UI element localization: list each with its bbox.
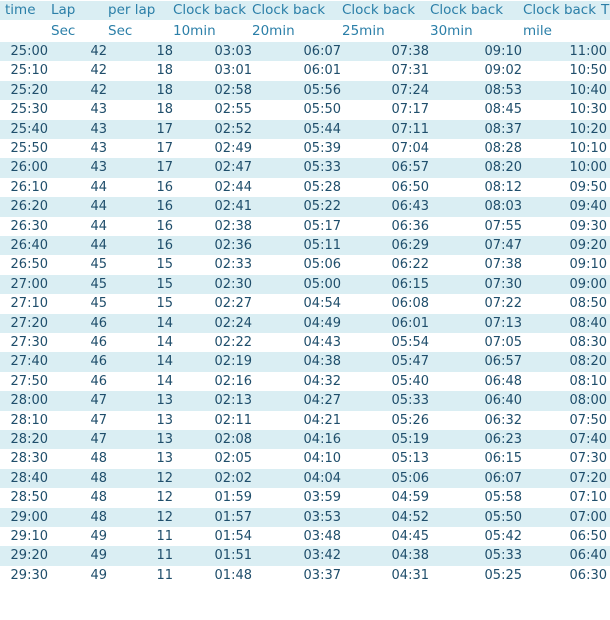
lap-sec-cell: 47 — [90, 432, 107, 447]
clock-back-25min-cell: 04:52 — [391, 509, 429, 525]
time-cell: 28:20 — [10, 432, 48, 447]
clock-back-20min-cell: 04:27 — [303, 393, 341, 409]
table-row — [0, 391, 610, 410]
time-cell: 27:50 — [10, 373, 48, 389]
lap-sec-cell: 48 — [90, 509, 107, 525]
lap-sec-cell: 46 — [90, 373, 107, 389]
clock-back-30min-cell: 07:55 — [484, 218, 522, 234]
lap-sec-cell: 48 — [90, 451, 107, 467]
clock-back-20min-cell: 05:00 — [303, 276, 341, 292]
table-row — [0, 508, 610, 527]
table-row — [0, 333, 610, 352]
lap-sec-cell: 47 — [90, 412, 107, 428]
per-lap-sec-cell: 12 — [156, 509, 173, 525]
clock-back-20min-cell: 03:53 — [303, 509, 341, 525]
lap-sec-cell: 44 — [90, 179, 107, 195]
table-row — [0, 217, 610, 236]
per-lap-sec-cell: 16 — [156, 179, 173, 195]
table-row — [0, 527, 610, 546]
time-cell: 28:50 — [10, 490, 48, 506]
header-30min-unit: 30min — [430, 22, 473, 39]
table-row — [0, 411, 610, 430]
clock-back-20min-cell: 05:11 — [303, 238, 341, 253]
header-time: time — [5, 2, 36, 18]
per-lap-sec-cell: 15 — [156, 257, 173, 273]
clock-back-10min-cell: 02:16 — [214, 373, 252, 389]
clock-back-30min-cell: 05:42 — [484, 529, 522, 544]
per-lap-sec-cell: 14 — [156, 315, 173, 331]
clock-back-20min-cell: 04:10 — [303, 451, 341, 467]
clock-back-30min-cell: 07:13 — [484, 315, 522, 331]
clock-back-mile-cell: 09:40 — [569, 199, 607, 215]
clock-back-25min-cell: 06:36 — [391, 218, 429, 234]
time-cell: 28:10 — [10, 412, 48, 428]
per-lap-sec-cell: 18 — [156, 82, 173, 98]
clock-back-30min-cell: 05:58 — [484, 490, 522, 506]
clock-back-10min-cell: 01:48 — [214, 567, 252, 583]
lap-sec-cell: 48 — [90, 470, 107, 486]
clock-back-25min-cell: 06:01 — [391, 315, 429, 331]
clock-back-mile-cell: 10:10 — [569, 141, 607, 156]
clock-back-25min-cell: 06:15 — [391, 276, 429, 292]
clock-back-25min-cell: 05:13 — [391, 451, 429, 467]
clock-back-mile-cell: 08:40 — [569, 315, 607, 331]
clock-back-30min-cell: 08:20 — [484, 160, 522, 176]
clock-back-20min-cell: 03:42 — [303, 548, 341, 564]
clock-back-30min-cell: 09:02 — [484, 63, 522, 79]
clock-back-25min-cell: 05:19 — [391, 432, 429, 447]
per-lap-sec-cell: 11 — [156, 529, 173, 544]
time-cell: 27:20 — [10, 315, 48, 331]
clock-back-25min-cell: 07:24 — [391, 82, 429, 98]
table-row — [0, 294, 610, 313]
clock-back-mile-cell: 08:20 — [569, 354, 607, 370]
clock-back-10min-cell: 02:02 — [214, 470, 252, 486]
clock-back-30min-cell: 08:37 — [484, 121, 522, 137]
table-row — [0, 352, 610, 371]
clock-back-mile-cell: 09:50 — [569, 179, 607, 195]
lap-sec-cell: 47 — [90, 393, 107, 409]
clock-back-10min-cell: 02:58 — [214, 82, 252, 98]
clock-back-25min-cell: 06:08 — [391, 296, 429, 312]
clock-back-30min-cell: 08:12 — [484, 179, 522, 195]
lap-sec-cell: 43 — [90, 121, 107, 137]
clock-back-20min-cell: 06:01 — [303, 63, 341, 79]
per-lap-sec-cell: 14 — [156, 373, 173, 389]
clock-back-10min-cell: 02:47 — [214, 160, 252, 176]
clock-back-mile-cell: 09:10 — [569, 257, 607, 273]
lap-sec-cell: 44 — [90, 238, 107, 253]
clock-back-mile-cell: 07:20 — [569, 470, 607, 486]
clock-back-mile-cell: 10:30 — [569, 102, 607, 118]
clock-back-10min-cell: 02:05 — [214, 451, 252, 467]
clock-back-30min-cell: 07:30 — [484, 276, 522, 292]
clock-back-10min-cell: 01:59 — [214, 490, 252, 506]
table-row — [0, 61, 610, 80]
time-cell: 26:00 — [10, 160, 48, 176]
time-cell: 25:40 — [10, 121, 48, 137]
table-row — [0, 120, 610, 139]
clock-back-mile-cell: 06:30 — [569, 567, 607, 583]
per-lap-sec-cell: 16 — [156, 238, 173, 253]
per-lap-sec-cell: 17 — [156, 160, 173, 176]
clock-back-10min-cell: 01:51 — [214, 548, 252, 564]
clock-back-mile-cell: 08:50 — [569, 296, 607, 312]
clock-back-20min-cell: 04:38 — [303, 354, 341, 370]
clock-back-10min-cell: 02:19 — [214, 354, 252, 370]
clock-back-25min-cell: 05:06 — [391, 470, 429, 486]
per-lap-sec-cell: 12 — [156, 490, 173, 506]
lap-sec-cell: 48 — [90, 490, 107, 506]
time-cell: 27:30 — [10, 335, 48, 350]
per-lap-sec-cell: 13 — [156, 451, 173, 467]
time-cell: 27:10 — [10, 296, 48, 312]
header-lap: Lap — [51, 2, 76, 18]
table-row — [0, 469, 610, 488]
per-lap-sec-cell: 17 — [156, 121, 173, 137]
clock-back-10min-cell: 02:24 — [214, 315, 252, 331]
clock-back-25min-cell: 04:59 — [391, 490, 429, 506]
time-cell: 25:10 — [10, 63, 48, 79]
lap-sec-cell: 49 — [90, 567, 107, 583]
clock-back-mile-cell: 06:50 — [569, 529, 607, 544]
clock-back-10min-cell: 01:54 — [214, 529, 252, 544]
per-lap-sec-cell: 13 — [156, 412, 173, 428]
clock-back-25min-cell: 05:47 — [391, 354, 429, 370]
time-cell: 29:00 — [10, 509, 48, 525]
clock-back-10min-cell: 03:03 — [214, 44, 252, 59]
header-clock-back-20min: Clock back — [252, 2, 326, 18]
lap-sec-cell: 44 — [90, 218, 107, 234]
lap-sec-cell: 46 — [90, 315, 107, 331]
table-row — [0, 275, 610, 294]
clock-back-20min-cell: 05:44 — [303, 121, 341, 137]
header-20min-unit: 20min — [252, 22, 295, 39]
clock-back-20min-cell: 04:43 — [303, 335, 341, 350]
clock-back-10min-cell: 02:13 — [214, 393, 252, 409]
time-cell: 25:00 — [10, 44, 48, 59]
clock-back-20min-cell: 05:50 — [303, 102, 341, 118]
time-cell: 27:00 — [10, 276, 48, 292]
table-row — [0, 255, 610, 274]
per-lap-sec-cell: 14 — [156, 354, 173, 370]
clock-back-25min-cell: 07:31 — [391, 63, 429, 79]
clock-back-25min-cell: 06:43 — [391, 199, 429, 215]
table-row — [0, 430, 610, 449]
per-lap-sec-cell: 18 — [156, 102, 173, 118]
clock-back-20min-cell: 05:56 — [303, 82, 341, 98]
lap-sec-cell: 45 — [90, 276, 107, 292]
table-row — [0, 197, 610, 216]
per-lap-sec-cell: 11 — [156, 567, 173, 583]
clock-back-25min-cell: 07:38 — [391, 44, 429, 59]
clock-back-mile-cell: 08:30 — [569, 335, 607, 350]
per-lap-sec-cell: 18 — [156, 63, 173, 79]
table-row — [0, 449, 610, 468]
clock-back-25min-cell: 07:11 — [391, 121, 429, 137]
clock-back-25min-cell: 07:17 — [391, 102, 429, 118]
clock-back-30min-cell: 06:07 — [484, 470, 522, 486]
table-row — [0, 546, 610, 565]
clock-back-10min-cell: 02:08 — [214, 432, 252, 447]
per-lap-sec-cell: 17 — [156, 141, 173, 156]
clock-back-10min-cell: 02:30 — [214, 276, 252, 292]
header-mile-unit: mile — [523, 22, 552, 39]
lap-sec-cell: 42 — [90, 82, 107, 98]
clock-back-30min-cell: 06:40 — [484, 393, 522, 409]
clock-back-25min-cell: 05:26 — [391, 412, 429, 428]
header-per-lap-unit: Sec — [108, 22, 133, 39]
clock-back-mile-cell: 07:30 — [569, 451, 607, 467]
clock-back-25min-cell: 06:22 — [391, 257, 429, 273]
time-cell: 27:40 — [10, 354, 48, 370]
time-cell: 28:30 — [10, 451, 48, 467]
clock-back-25min-cell: 05:33 — [391, 393, 429, 409]
clock-back-30min-cell: 06:23 — [484, 432, 522, 447]
clock-back-20min-cell: 05:17 — [303, 218, 341, 234]
clock-back-30min-cell: 08:53 — [484, 82, 522, 98]
table-row — [0, 314, 610, 333]
clock-back-25min-cell: 05:40 — [391, 373, 429, 389]
time-cell: 26:40 — [10, 238, 48, 253]
lap-sec-cell: 49 — [90, 548, 107, 564]
clock-back-20min-cell: 05:28 — [303, 179, 341, 195]
per-lap-sec-cell: 16 — [156, 218, 173, 234]
lap-sec-cell: 45 — [90, 296, 107, 312]
header-row-1 — [0, 1, 610, 20]
clock-back-10min-cell: 03:01 — [214, 63, 252, 79]
clock-back-20min-cell: 03:48 — [303, 529, 341, 544]
header-clock-back-25min: Clock back — [342, 2, 416, 18]
time-cell: 25:20 — [10, 82, 48, 98]
lap-sec-cell: 46 — [90, 335, 107, 350]
time-cell: 29:30 — [10, 567, 48, 583]
table-row — [0, 566, 610, 585]
header-per-lap: per lap — [108, 2, 156, 18]
clock-back-25min-cell: 04:31 — [391, 567, 429, 583]
clock-back-mile-cell: 09:20 — [569, 238, 607, 253]
clock-back-30min-cell: 05:50 — [484, 509, 522, 525]
clock-back-20min-cell: 04:04 — [303, 470, 341, 486]
clock-back-mile-cell: 07:10 — [569, 490, 607, 506]
clock-back-30min-cell: 09:10 — [484, 44, 522, 59]
table-row — [0, 236, 610, 255]
lap-sec-cell: 43 — [90, 102, 107, 118]
clock-back-10min-cell: 01:57 — [214, 509, 252, 525]
lap-sec-cell: 44 — [90, 199, 107, 215]
lap-sec-cell: 43 — [90, 160, 107, 176]
time-cell: 26:50 — [10, 257, 48, 273]
clock-back-30min-cell: 06:57 — [484, 354, 522, 370]
per-lap-sec-cell: 15 — [156, 276, 173, 292]
time-cell: 28:40 — [10, 470, 48, 486]
clock-back-20min-cell: 06:07 — [303, 44, 341, 59]
clock-back-mile-cell: 10:40 — [569, 82, 607, 98]
clock-back-30min-cell: 07:05 — [484, 335, 522, 350]
table-row — [0, 372, 610, 391]
clock-back-20min-cell: 05:22 — [303, 199, 341, 215]
lap-sec-cell: 43 — [90, 141, 107, 156]
time-cell: 25:30 — [10, 102, 48, 118]
table-row — [0, 81, 610, 100]
clock-back-30min-cell: 05:25 — [484, 567, 522, 583]
clock-back-25min-cell: 05:54 — [391, 335, 429, 350]
clock-back-25min-cell: 07:04 — [391, 141, 429, 156]
clock-back-mile-cell: 08:00 — [569, 393, 607, 409]
clock-back-20min-cell: 05:39 — [303, 141, 341, 156]
clock-back-mile-cell: 11:00 — [569, 44, 607, 59]
header-25min-unit: 25min — [342, 22, 385, 39]
clock-back-25min-cell: 06:50 — [391, 179, 429, 195]
clock-back-30min-cell: 08:28 — [484, 141, 522, 156]
clock-back-mile-cell: 07:00 — [569, 509, 607, 525]
header-clock-back-10min: Clock back — [173, 2, 247, 18]
clock-back-mile-cell: 09:30 — [569, 218, 607, 234]
clock-back-10min-cell: 02:52 — [214, 121, 252, 137]
table-row — [0, 488, 610, 507]
clock-back-30min-cell: 07:47 — [484, 238, 522, 253]
clock-back-30min-cell: 06:15 — [484, 451, 522, 467]
clock-back-20min-cell: 04:49 — [303, 315, 341, 331]
clock-back-10min-cell: 02:49 — [214, 141, 252, 156]
table-row — [0, 158, 610, 177]
clock-back-10min-cell: 02:33 — [214, 257, 252, 273]
header-10min-unit: 10min — [173, 22, 216, 39]
clock-back-20min-cell: 03:37 — [303, 567, 341, 583]
clock-back-25min-cell: 04:38 — [391, 548, 429, 564]
table-row — [0, 100, 610, 119]
clock-back-mile-cell: 09:00 — [569, 276, 607, 292]
time-cell: 28:00 — [10, 393, 48, 409]
clock-back-10min-cell: 02:41 — [214, 199, 252, 215]
clock-back-10min-cell: 02:22 — [214, 335, 252, 350]
lap-sec-cell: 45 — [90, 257, 107, 273]
clock-back-mile-cell: 08:10 — [569, 373, 607, 389]
clock-back-30min-cell: 06:48 — [484, 373, 522, 389]
per-lap-sec-cell: 14 — [156, 335, 173, 350]
clock-back-10min-cell: 02:55 — [214, 102, 252, 118]
time-cell: 29:10 — [10, 529, 48, 544]
clock-back-10min-cell: 02:27 — [214, 296, 252, 312]
clock-back-30min-cell: 06:32 — [484, 412, 522, 428]
per-lap-sec-cell: 12 — [156, 470, 173, 486]
header-clock-back-mile: Clock back — [523, 2, 597, 18]
clock-back-30min-cell: 07:22 — [484, 296, 522, 312]
per-lap-sec-cell: 16 — [156, 199, 173, 215]
clock-back-mile-cell: 10:00 — [569, 160, 607, 176]
clock-back-30min-cell: 07:38 — [484, 257, 522, 273]
clock-back-30min-cell: 08:03 — [484, 199, 522, 215]
clock-back-25min-cell: 04:45 — [391, 529, 429, 544]
clock-back-10min-cell: 02:44 — [214, 179, 252, 195]
lap-sec-cell: 42 — [90, 44, 107, 59]
header-truncated: T — [601, 2, 610, 18]
clock-back-30min-cell: 08:45 — [484, 102, 522, 118]
table-row — [0, 42, 610, 61]
table-row — [0, 178, 610, 197]
clock-back-20min-cell: 05:06 — [303, 257, 341, 273]
clock-back-10min-cell: 02:38 — [214, 218, 252, 234]
clock-back-20min-cell: 04:32 — [303, 373, 341, 389]
header-lap-unit: Sec — [51, 22, 76, 39]
clock-back-mile-cell: 07:40 — [569, 432, 607, 447]
header-clock-back-30min: Clock back — [430, 2, 504, 18]
lap-sec-cell: 46 — [90, 354, 107, 370]
per-lap-sec-cell: 18 — [156, 44, 173, 59]
clock-back-20min-cell: 03:59 — [303, 490, 341, 506]
clock-back-mile-cell: 07:50 — [569, 412, 607, 428]
clock-back-20min-cell: 04:54 — [303, 296, 341, 312]
per-lap-sec-cell: 11 — [156, 548, 173, 564]
clock-back-10min-cell: 02:36 — [214, 238, 252, 253]
clock-back-20min-cell: 04:21 — [303, 412, 341, 428]
lap-sec-cell: 49 — [90, 529, 107, 544]
clock-back-25min-cell: 06:29 — [391, 238, 429, 253]
clock-back-mile-cell: 10:50 — [569, 63, 607, 79]
clock-back-20min-cell: 04:16 — [303, 432, 341, 447]
header-row-2 — [0, 22, 610, 41]
time-cell: 29:20 — [10, 548, 48, 564]
per-lap-sec-cell: 13 — [156, 432, 173, 447]
clock-back-mile-cell: 10:20 — [569, 121, 607, 137]
lap-sec-cell: 42 — [90, 63, 107, 79]
time-cell: 26:20 — [10, 199, 48, 215]
per-lap-sec-cell: 15 — [156, 296, 173, 312]
clock-back-10min-cell: 02:11 — [214, 412, 252, 428]
time-cell: 25:50 — [10, 141, 48, 156]
clock-back-25min-cell: 06:57 — [391, 160, 429, 176]
time-cell: 26:10 — [10, 179, 48, 195]
clock-back-mile-cell: 06:40 — [569, 548, 607, 564]
clock-back-20min-cell: 05:33 — [303, 160, 341, 176]
time-cell: 26:30 — [10, 218, 48, 234]
table-row — [0, 139, 610, 158]
per-lap-sec-cell: 13 — [156, 393, 173, 409]
clock-back-30min-cell: 05:33 — [484, 548, 522, 564]
